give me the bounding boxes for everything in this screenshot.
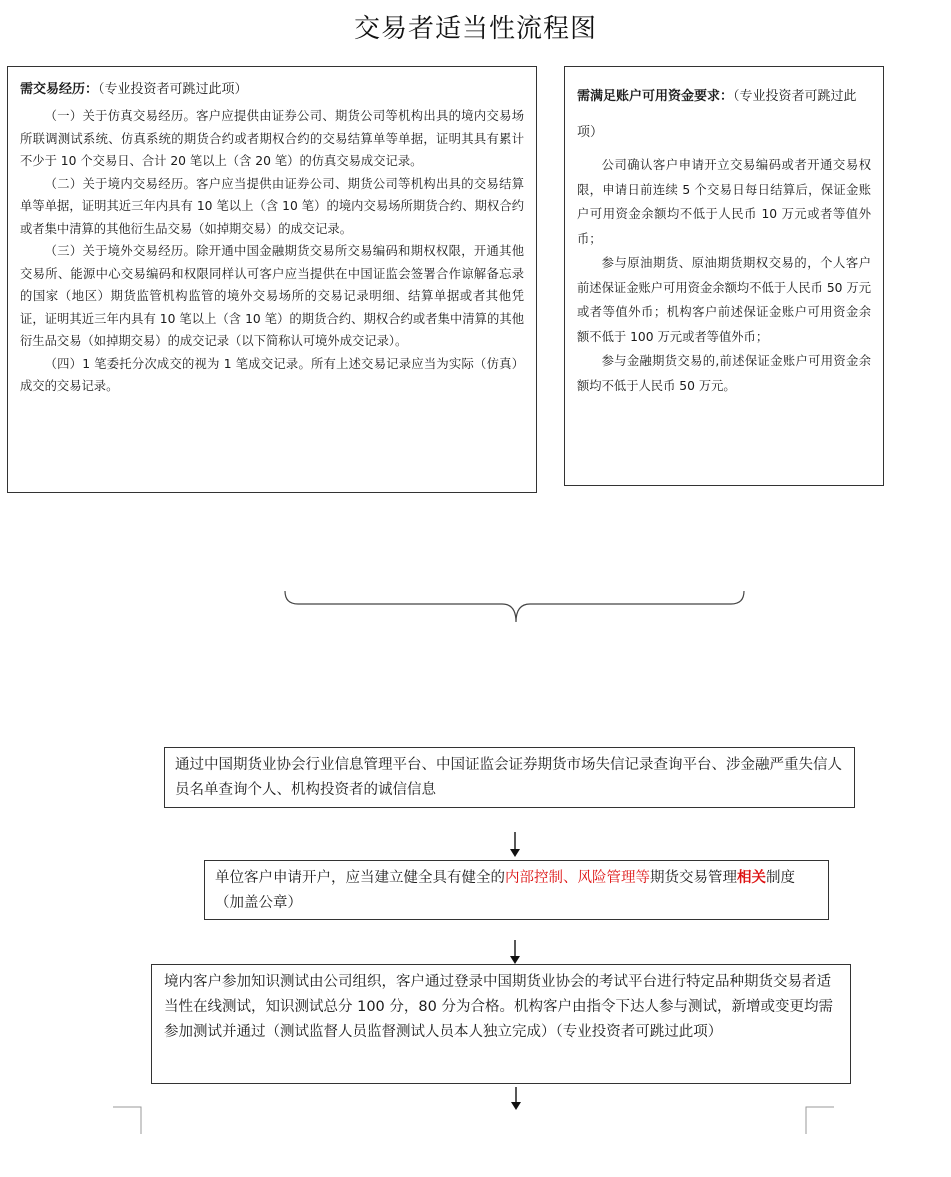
funds-requirement-heading-note: （专业投资者可跳过此项） — [577, 89, 857, 140]
general-funds-paragraph: 公司确认客户申请开立交易编码或者开通交易权限，申请日前连续 5 个交易日每日结算后，保证金账户可用资金余额均不低于人民币 10 万元或者等值外币； — [577, 158, 871, 246]
corner-mark-left — [113, 1107, 141, 1134]
step2-text-c: 制度（加盖公章） — [215, 870, 795, 911]
institution-system-step — [204, 860, 829, 920]
trading-experience-heading-bold: 需交易经历： — [20, 82, 99, 97]
knowledge-test-step: 境内客户参加知识测试由公司组织，客户通过登录中国期货业协会的考试平台进行特定品种期货交易者适当性在线测试，知识测试总分 100 分，80 分为合格。机构客户由指令下达人参与测试，新增或变更均需参加测试并通过（测试监督人员监督测试人员本人独立完成）（专业投资者可跳过此项） — [151, 964, 851, 1084]
step2-text-a: 单位客户申请开户，应当建立健全具有健全的 — [215, 870, 505, 886]
merge-brace — [285, 591, 744, 622]
financial-futures-funds-paragraph: 参与金融期货交易的,前述保证金账户可用资金余额均不低于人民币 50 万元。 — [577, 354, 871, 393]
crude-oil-funds-paragraph: 参与原油期货、原油期货期权交易的，个人客户前述保证金账户可用资金余额均不低于人民币 50 万元或者等值外币；机构客户前述保证金账户可用资金余额不低于 100 万元或者等值外币； — [577, 256, 871, 344]
order-fill-paragraph: （四）1 笔委托分次成交的视为 1 笔成交记录。所有上述交易记录应当为实际（仿真）成交的交易记录。 — [20, 356, 524, 393]
arrow-1-head — [510, 849, 520, 857]
overseas-trading-paragraph: （三）关于境外交易经历。除开通中国金融期货交易所交易编码和期权权限，开通其他交易所、能源中心交易编码和权限同样认可客户应当提供在中国证监会签署合作谅解备忘录的国家（地区）期货监管机构监管的境外交易场所的交易记录明细、结算单据或者其他凭证，证明其近三年内具有 10 笔以上（含 10 笔）的期货合约、期权合约或者集中清算的其他衍生品交易（如掉期交易）的成交记录（以下简称认可境外成交记录）。 — [20, 244, 524, 348]
arrow-3-head — [511, 1102, 521, 1110]
arrow-2-head — [510, 956, 520, 964]
trading-experience-heading-note: （专业投资者可跳过此项） — [98, 82, 248, 97]
step2-highlight: 内部控制、风险管理等 — [505, 870, 650, 886]
domestic-trading-paragraph: （二）关于境内交易经历。客户应当提供由证券公司、期货公司等机构出具的交易结算单等单据，证明其近三年内具有 10 笔以上（含 10 笔）的境内交易场所期货合约、期权合约或者集中清算的其他衍生品交易（如掉期交易）的成交记录。 — [20, 176, 524, 236]
step2-text-b: 期货交易管理 — [650, 870, 737, 886]
simulated-trading-paragraph: （一）关于仿真交易经历。客户应提供由证券公司、期货公司等机构出具的境内交易场所联调测试系统、仿真系统的期货合约或者期权合约的交易结算单等单据，证明其具有累计不少于 10 个交易日、合计 20 笔以上（含 20 笔）的仿真交易成交记录。 — [20, 109, 524, 168]
step2-highlight-bold: 相关 — [737, 870, 766, 886]
page-title: 交易者适当性流程图 — [353, 14, 597, 44]
integrity-check-step: 通过中国期货业协会行业信息管理平台、中国证监会证券期货市场失信记录查询平台、涉金融严重失信人员名单查询个人、机构投资者的诚信信息 — [164, 747, 855, 808]
funds-requirement-heading-bold: 需满足账户可用资金要求： — [577, 89, 734, 104]
corner-mark-right — [806, 1107, 834, 1134]
